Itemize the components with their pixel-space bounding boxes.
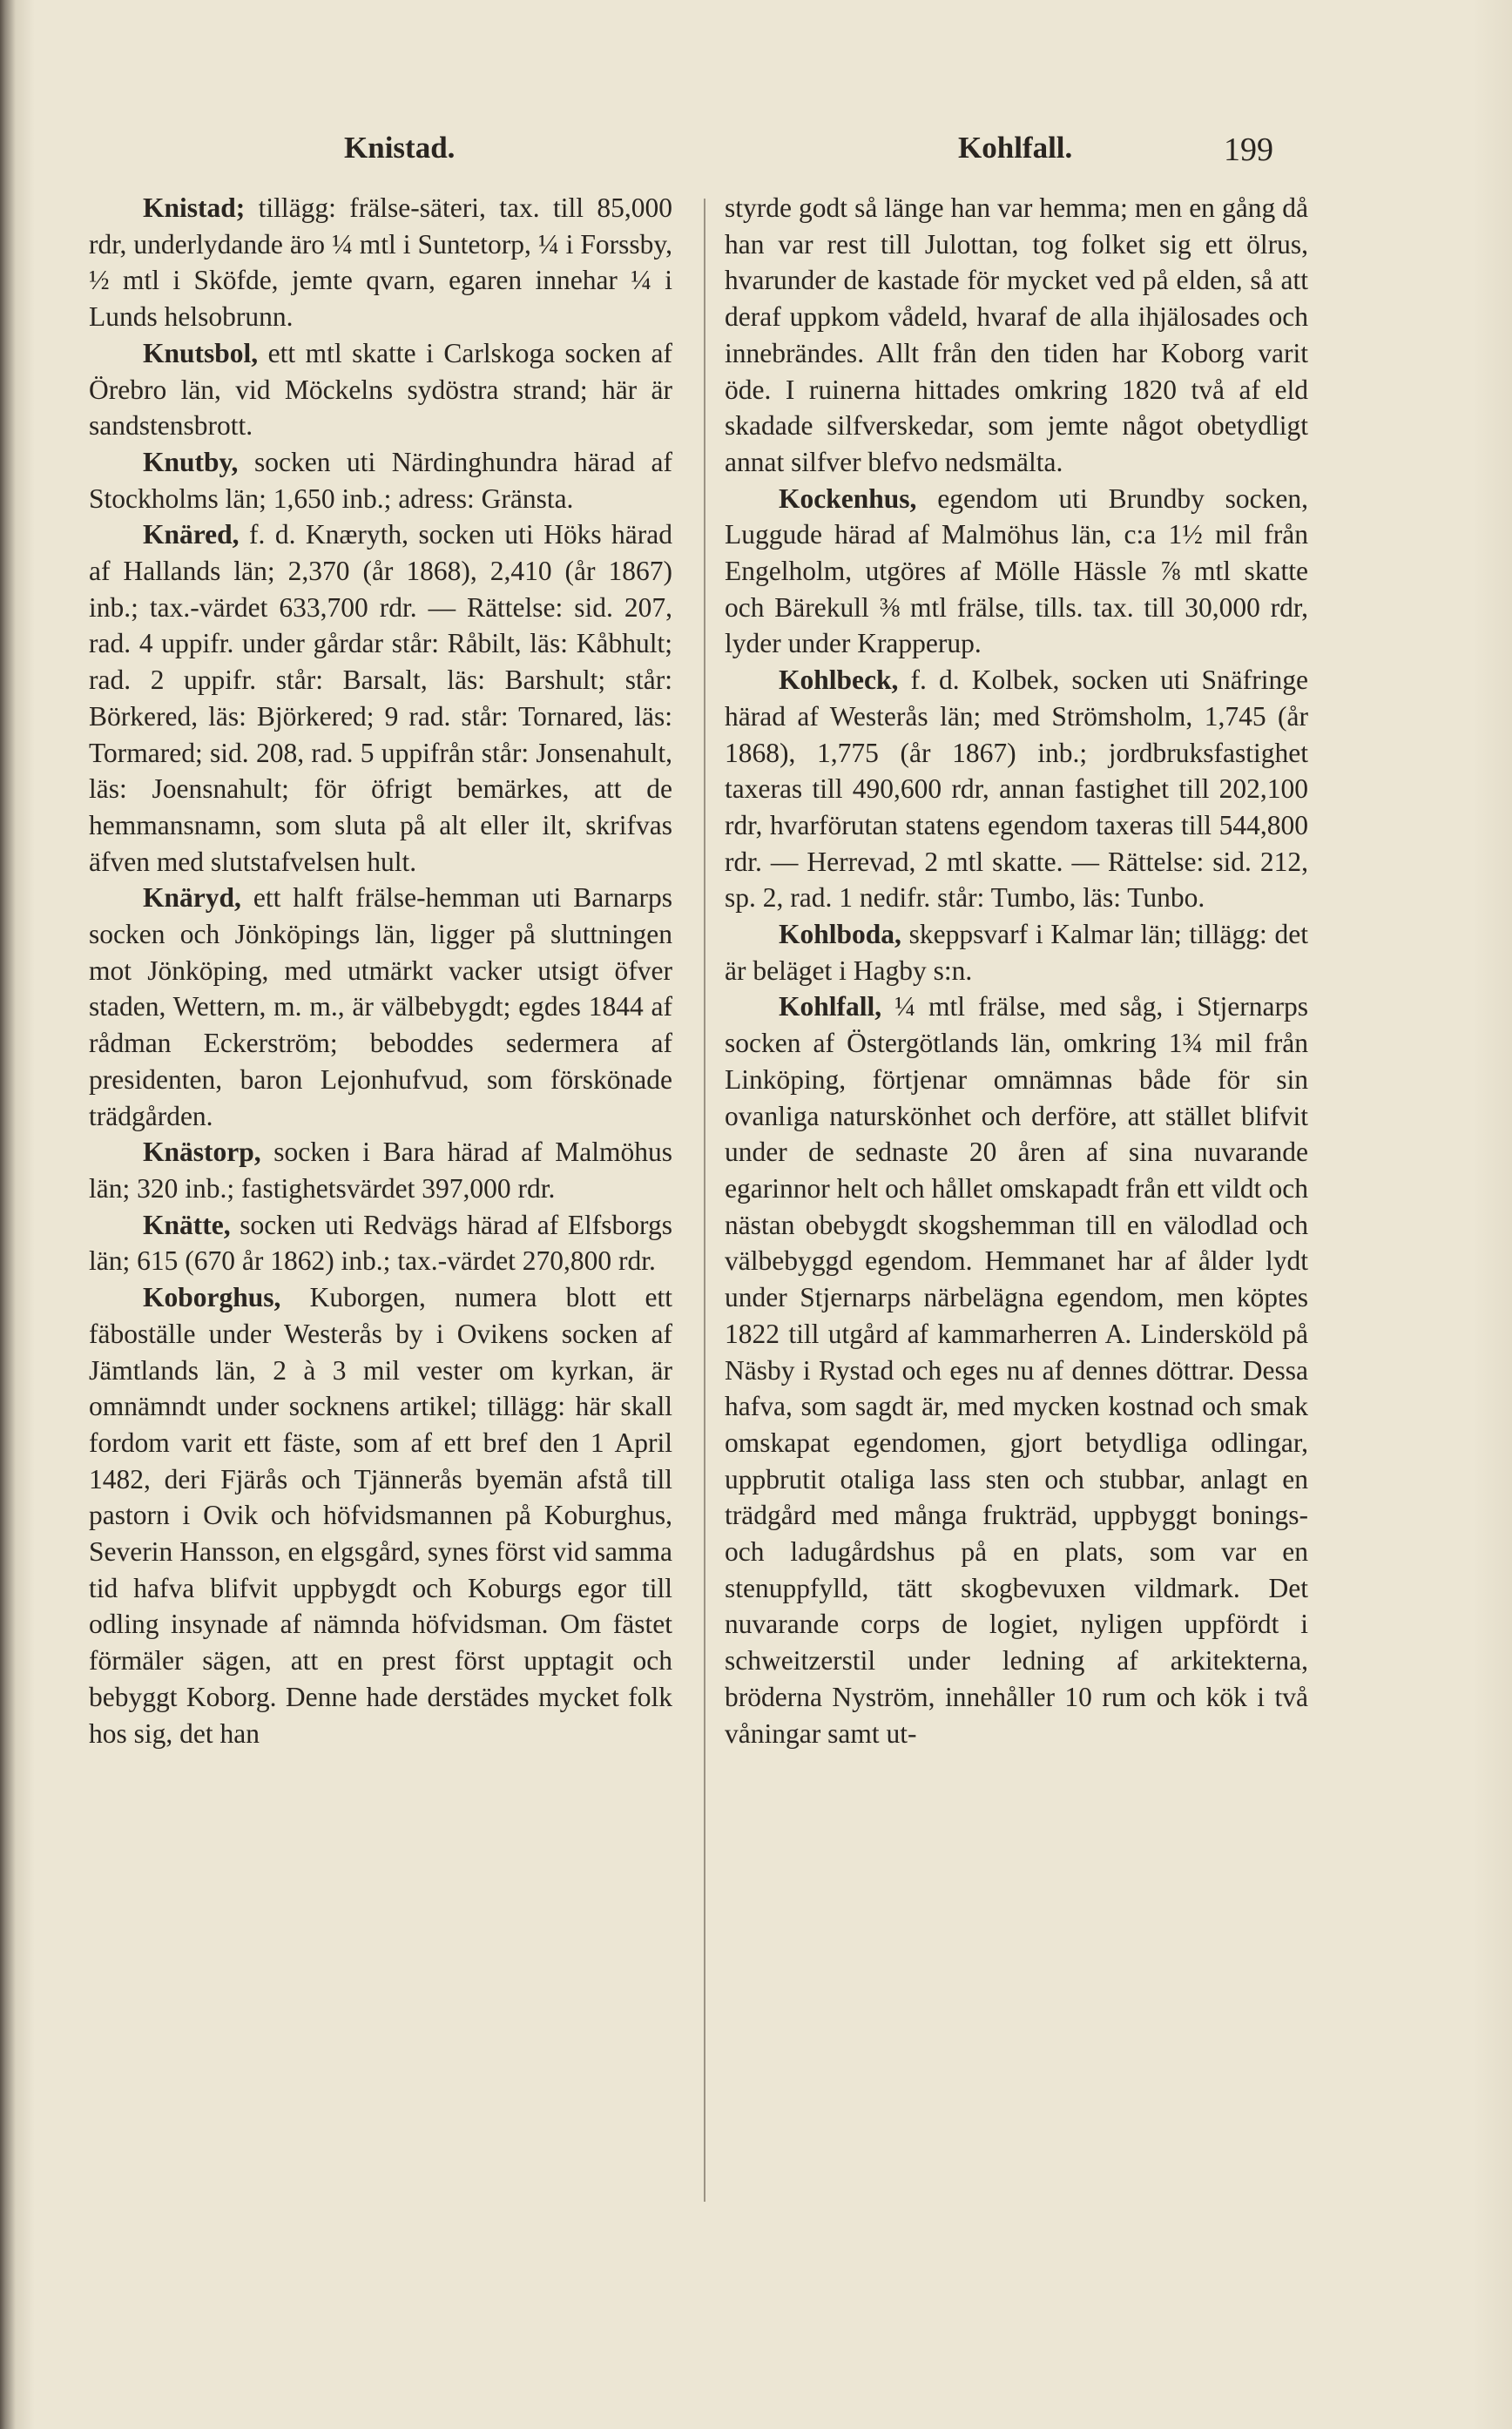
right-column <box>725 190 1308 1751</box>
entry-text: ¼ mtl frälse, med såg, i Stjernarps socken af Östergötlands län, omkring 1¾ mil från Linköping, förtjenar omnämnas både för sin ovanliga naturskönhet och derföre, att stället blifvit under de sednaste 20 åren af sina nuvarande egarinnor helt och hållet omskapadt från ett vildt och nästan obebygdt skogshemman till en välodlad och välbebyggd egendom. Hemmanet har af ålder lydt under Stjernarps närbelägna egendom, men köptes 1822 till utgård af kammarherren A. Lindersköld på Näsby i Rystad och eges nu af dennes döttrar. Dessa hafva, som sagdt är, med mycken kostnad och smak omskapat egendomen, gjort betydliga odlingar, uppbrutit otaliga lass sten och stubbar, anlagt en trädgård med många frukträd, uppbyggt bonings- och ladugårdshus på en plats, som var en stenuppfylld, tätt skogbevuxen vildmark. Det nuvarande corps de logiet, nyligen uppfördt i schweitzerstil under ledning af arkitekterna, bröderna Nyström, innehåller 10 rum och kök i två våningar samt ut- <box>725 991 1308 1749</box>
entry-term: Knäryd, <box>143 882 241 914</box>
entry-knared <box>89 516 672 880</box>
entry-knaryd <box>89 880 672 1134</box>
entry-text: socken i Bara härad af Malmöhus län; 320 inb.; fastighetsvärdet 397,000 rdr. <box>89 1137 672 1204</box>
entry-koborghus-continued <box>725 190 1308 481</box>
entry-knatte <box>89 1207 672 1279</box>
entry-term: Knistad; <box>143 192 246 223</box>
entry-kohlbeck <box>725 662 1308 916</box>
entry-term: Knätte, <box>143 1209 231 1240</box>
entry-text: f. d. Kolbek, socken uti Snäfringe härad af Westerås län; med Strömsholm, 1,745 (år 1868), 1,775 (år 1867) inb.; jordbruksfastighet taxeras till 490,600 rdr, annan fastighet till 202,100 rdr, hvarförutan statens egendom taxeras till 544,800 rdr. — Herrevad, 2 mtl skatte. — Rättelse: sid. 212, sp. 2, rad. 1 nedifr. står: Tumbo, läs: Tunbo. <box>725 665 1308 914</box>
entry-text: Kuborgen, numera blott ett fäboställe under Westerås by i Ovikens socken af Jämtlands län, 2 à 3 mil vester om kyrkan, är omnämndt under socknens artikel; tillägg: här skall fordom varit ett fäste, som af ett bref den 1 April 1482, deri Fjärås och Tjännerås byemän afstå till pastorn i Ovik och höfvidsmannen på Koburghus, Severin Hansson, en elgsgård, synes först vid samma tid hafva blifvit uppbygdt och Koburgs egor till odling insynade af nämnda höfvidsman. Om fästet förmäler sägen, att en prest först upptagit och bebyggt Koborg. Denne hade derstädes mycket folk hos sig, det han <box>89 1282 672 1749</box>
entry-term: Knästorp, <box>143 1137 261 1168</box>
entry-term: Knutsbol, <box>143 337 259 368</box>
entry-text: ett mtl skatte i Carlskoga socken af Örebro län, vid Möckelns sydöstra strand; här är sandstensbrott. <box>89 337 672 442</box>
entry-kohlfall <box>725 988 1308 1751</box>
entry-text: styrde godt så länge han var hemma; men en gång då han var rest till Julottan, tog folket sig ett ölrus, hvarunder de kastade för mycket ved på elden, så att deraf uppkom vådeld, hvaraf de alla ihjälosades och innebrändes. Allt från den tiden har Koborg varit öde. I ruinerna hittades omkring 1820 två af eld skadade silfverskedar, som jemte något obetydligt annat silfver blefvo nedsmälta. <box>725 192 1308 477</box>
entry-koborghus <box>89 1279 672 1751</box>
header-right-catchword: Kohlfall. <box>958 131 1073 165</box>
entry-knistad <box>89 190 672 335</box>
running-header <box>0 131 1512 174</box>
column-divider <box>704 199 705 2202</box>
entry-term: Knäred, <box>143 519 240 550</box>
entry-text: socken uti Redvägs härad af Elfsborgs län; 615 (670 år 1862) inb.; tax.-värdet 270,800 rdr. <box>89 1209 672 1277</box>
entry-term: Kockenhus, <box>779 482 917 514</box>
entry-knutsbol <box>89 335 672 444</box>
entry-term: Kohlfall, <box>779 991 882 1022</box>
entry-text: tillägg: frälse-säteri, tax. till 85,000 rdr, underlydande äro ¼ mtl i Suntetorp, ¼ i Forssby, ½ mtl i Sköfde, jemte qvarn, egaren innehar ¼ i Lunds helsobrunn. <box>89 192 672 333</box>
left-column <box>89 190 672 1751</box>
entry-term: Knutby, <box>143 446 239 477</box>
entry-knutby <box>89 444 672 516</box>
entry-knastorp <box>89 1134 672 1206</box>
entry-text: ett halft frälse-hemman uti Barnarps socken och Jönköpings län, ligger på sluttningen mot Jönköping, med utmärkt vacker utsigt öfver staden, Wettern, m. m., är välbebygdt; egdes 1844 af rådman Eckerström; beboddes sedermera af presidenten, baron Lejonhufvud, som förskönade trädgården. <box>89 882 672 1131</box>
entry-term: Koborghus, <box>143 1282 281 1313</box>
page-number: 199 <box>1224 132 1273 168</box>
header-left-catchword: Knistad. <box>344 131 456 165</box>
entry-text: skeppsvarf i Kalmar län; tillägg: det är beläget i Hagby s:n. <box>725 919 1308 986</box>
entry-term: Kohlbeck, <box>779 665 899 696</box>
entry-term: Kohlboda, <box>779 919 901 950</box>
entry-kockenhus <box>725 481 1308 663</box>
entry-text: egendom uti Brundby socken, Luggude härad af Malmöhus län, c:a 1½ mil från Engelholm, utgöres af Mölle Hässle ⅞ mtl skatte och Bärekull ⅜ mtl frälse, tills. tax. till 30,000 rdr, lyder under Krapperup. <box>725 482 1308 659</box>
entry-text: socken uti Närdinghundra härad af Stockholms län; 1,650 inb.; adress: Gränsta. <box>89 446 672 514</box>
entry-text: f. d. Knæryth, socken uti Höks härad af Hallands län; 2,370 (år 1868), 2,410 (år 1867) inb.; tax.-värdet 633,700 rdr. — Rättelse: sid. 207, rad. 4 uppifr. under gårdar står: Råbilt, läs: Kåbhult; rad. 2 uppifr. står: Barsalt, läs: Barshult; står: Börkered, läs: Björkered; 9 rad. står: Tornared, läs: Tormared; sid. 208, rad. 5 uppifrån står: Jonsenahult, läs: Joensnahult; för öfrigt bemärkes, att de hemmansnamn, som sluta på alt eller ilt, skrifvas äfven med slutstafvelsen hult. <box>89 519 672 877</box>
entry-kohlboda <box>725 916 1308 988</box>
